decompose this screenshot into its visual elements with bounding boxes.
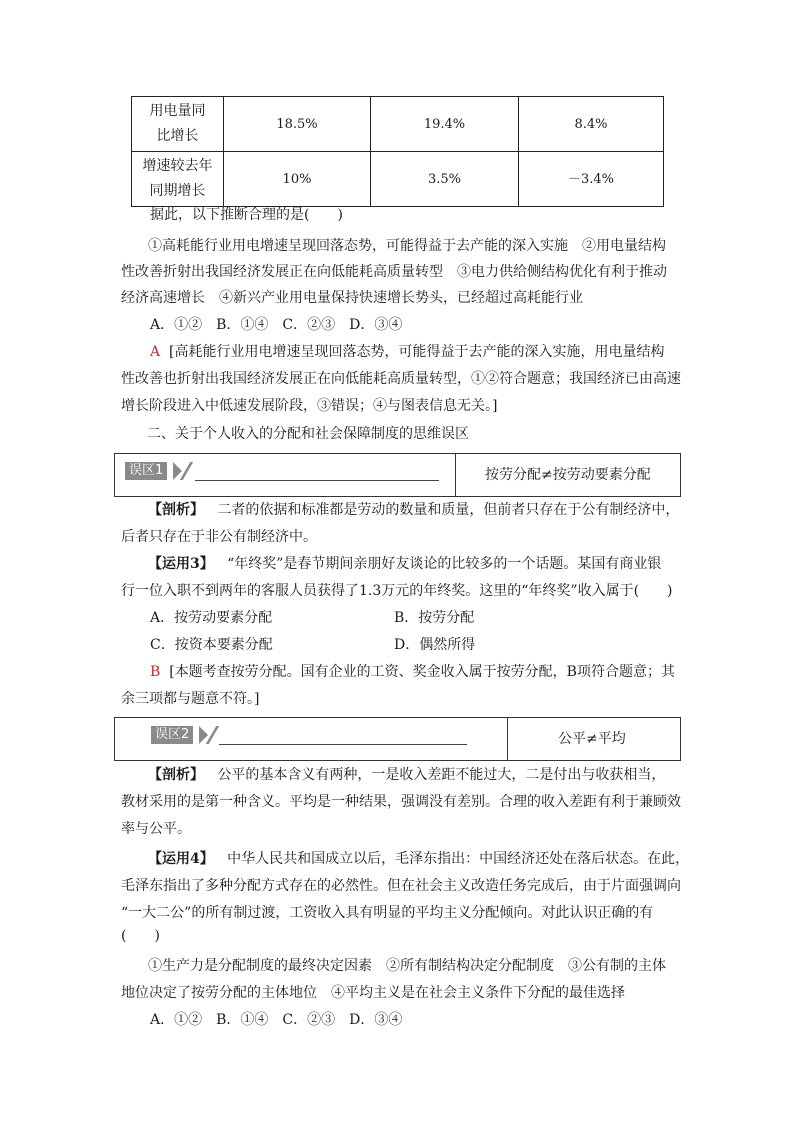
table-cell: 3.5% <box>371 152 519 207</box>
choice-b: B．按劳分配 <box>394 610 475 626</box>
question-stem: 行一位入职不到两年的客服人员获得了1.3万元的年终奖。这里的“年终奖”收入属于( ) <box>121 583 673 599</box>
analysis: 【剖析】 公平的基本含义有两种，一是收入差距不能过大，二是付出与收获相当， <box>148 767 666 783</box>
question-stem: “一大二公”的所有制过渡，工资收入具有明显的平均主义分配倾向。对此认识正确的有 <box>121 905 654 921</box>
analysis: 率与公平。 <box>121 821 191 837</box>
tag-underline <box>219 744 467 745</box>
analysis: 【剖析】 二者的依据和标准都是劳动的数量和质量，但前者只存在于公有制经济中， <box>148 502 680 518</box>
explanation: 余三项都与题意不符。] <box>121 691 260 707</box>
tag-underline <box>195 480 439 481</box>
table-cell: 8.4% <box>519 97 664 152</box>
question-stem: 毛泽东指出了多种分配方式存在的必然性。但在社会主义改造任务完成后，由于片面强调向 <box>121 878 681 894</box>
table-row <box>132 152 664 207</box>
choice-a: A．按劳动要素分配 <box>150 610 273 626</box>
table-cell: 19.4% <box>371 97 519 152</box>
analysis: 后者只存在于非公有制经济中。 <box>121 529 317 545</box>
question-stem: ( ) <box>121 928 160 944</box>
choice-d: D．偶然所得 <box>394 637 476 653</box>
answer-letter: B <box>150 664 161 680</box>
misconception-box-1 <box>114 453 681 497</box>
question-stem: 【运用3】 “年终奖”是春节期间亲朋好友谈论的比较多的一个话题。某国有商业银 <box>148 556 662 572</box>
section-heading: 二、关于个人收入的分配和社会保障制度的思维误区 <box>147 426 469 442</box>
options-text: 地位决定了按劳分配的主体地位 ④平均主义是在社会主义条件下分配的最佳选择 <box>121 985 625 1001</box>
explanation: A [高耗能行业用电增速呈现回落态势，可能得益于去产能的深入实施，用电量结构 <box>150 344 665 360</box>
analysis: 教材采用的是第一种含义。平均是一种结果，强调没有差别。合理的收入差距有利于兼顾效 <box>121 794 681 810</box>
row-label: 增速较去年 同期增长 <box>132 152 224 207</box>
options-text: 经济高速增长 ④新兴产业用电量保持快速增长势头，已经超过高耗能行业 <box>121 290 583 306</box>
answer-choices: A．①② B．①④ C．②③ D．③④ <box>150 1012 403 1028</box>
options-text: ①高耗能行业用电增速呈现回落态势，可能得益于去产能的深入实施 ②用电量结构 <box>148 238 666 254</box>
explanation: B [本题考查按劳分配。国有企业的工资、奖金收入属于按劳分配，B项符合题意；其 <box>150 664 675 680</box>
table-cell: 18.5% <box>224 97 371 152</box>
zone-title: 按劳分配≠按劳动要素分配 <box>485 467 651 483</box>
zone-tag: 误区2 <box>151 726 193 744</box>
choice-c: C．按资本要素分配 <box>150 637 273 653</box>
row-label: 用电量同 比增长 <box>132 97 224 152</box>
table-cell: 10% <box>224 152 371 207</box>
options-text: 性改善折射出我国经济发展正在向低能耗高质量转型 ③电力供给侧结构优化有利于推动 <box>121 264 667 280</box>
answer-choices: A．①② B．①④ C．②③ D．③④ <box>150 317 403 333</box>
options-text: ①生产力是分配制度的最终决定因素 ②所有制结构决定分配制度 ③公有制的主体 <box>148 958 666 974</box>
question-stem: 据此，以下推断合理的是( ) <box>150 207 343 223</box>
table-cell: －3.4% <box>519 152 664 207</box>
explanation: 性改善也折射出我国经济发展正在向低能耗高质量转型，①②符合题意；我国经济已由高速 <box>121 371 681 387</box>
table-row <box>132 97 664 152</box>
explanation: 增长阶段进入中低速发展阶段，③错误；④与图表信息无关。] <box>121 398 498 414</box>
misconception-box-2 <box>114 717 681 761</box>
answer-letter: A <box>150 344 161 360</box>
zone-tag: 误区1 <box>125 462 167 480</box>
question-stem: 【运用4】 中华人民共和国成立以后，毛泽东指出：中国经济还处在落后状态。在此， <box>148 851 690 867</box>
zone-title: 公平≠平均 <box>558 731 626 747</box>
electricity-table <box>131 96 664 207</box>
